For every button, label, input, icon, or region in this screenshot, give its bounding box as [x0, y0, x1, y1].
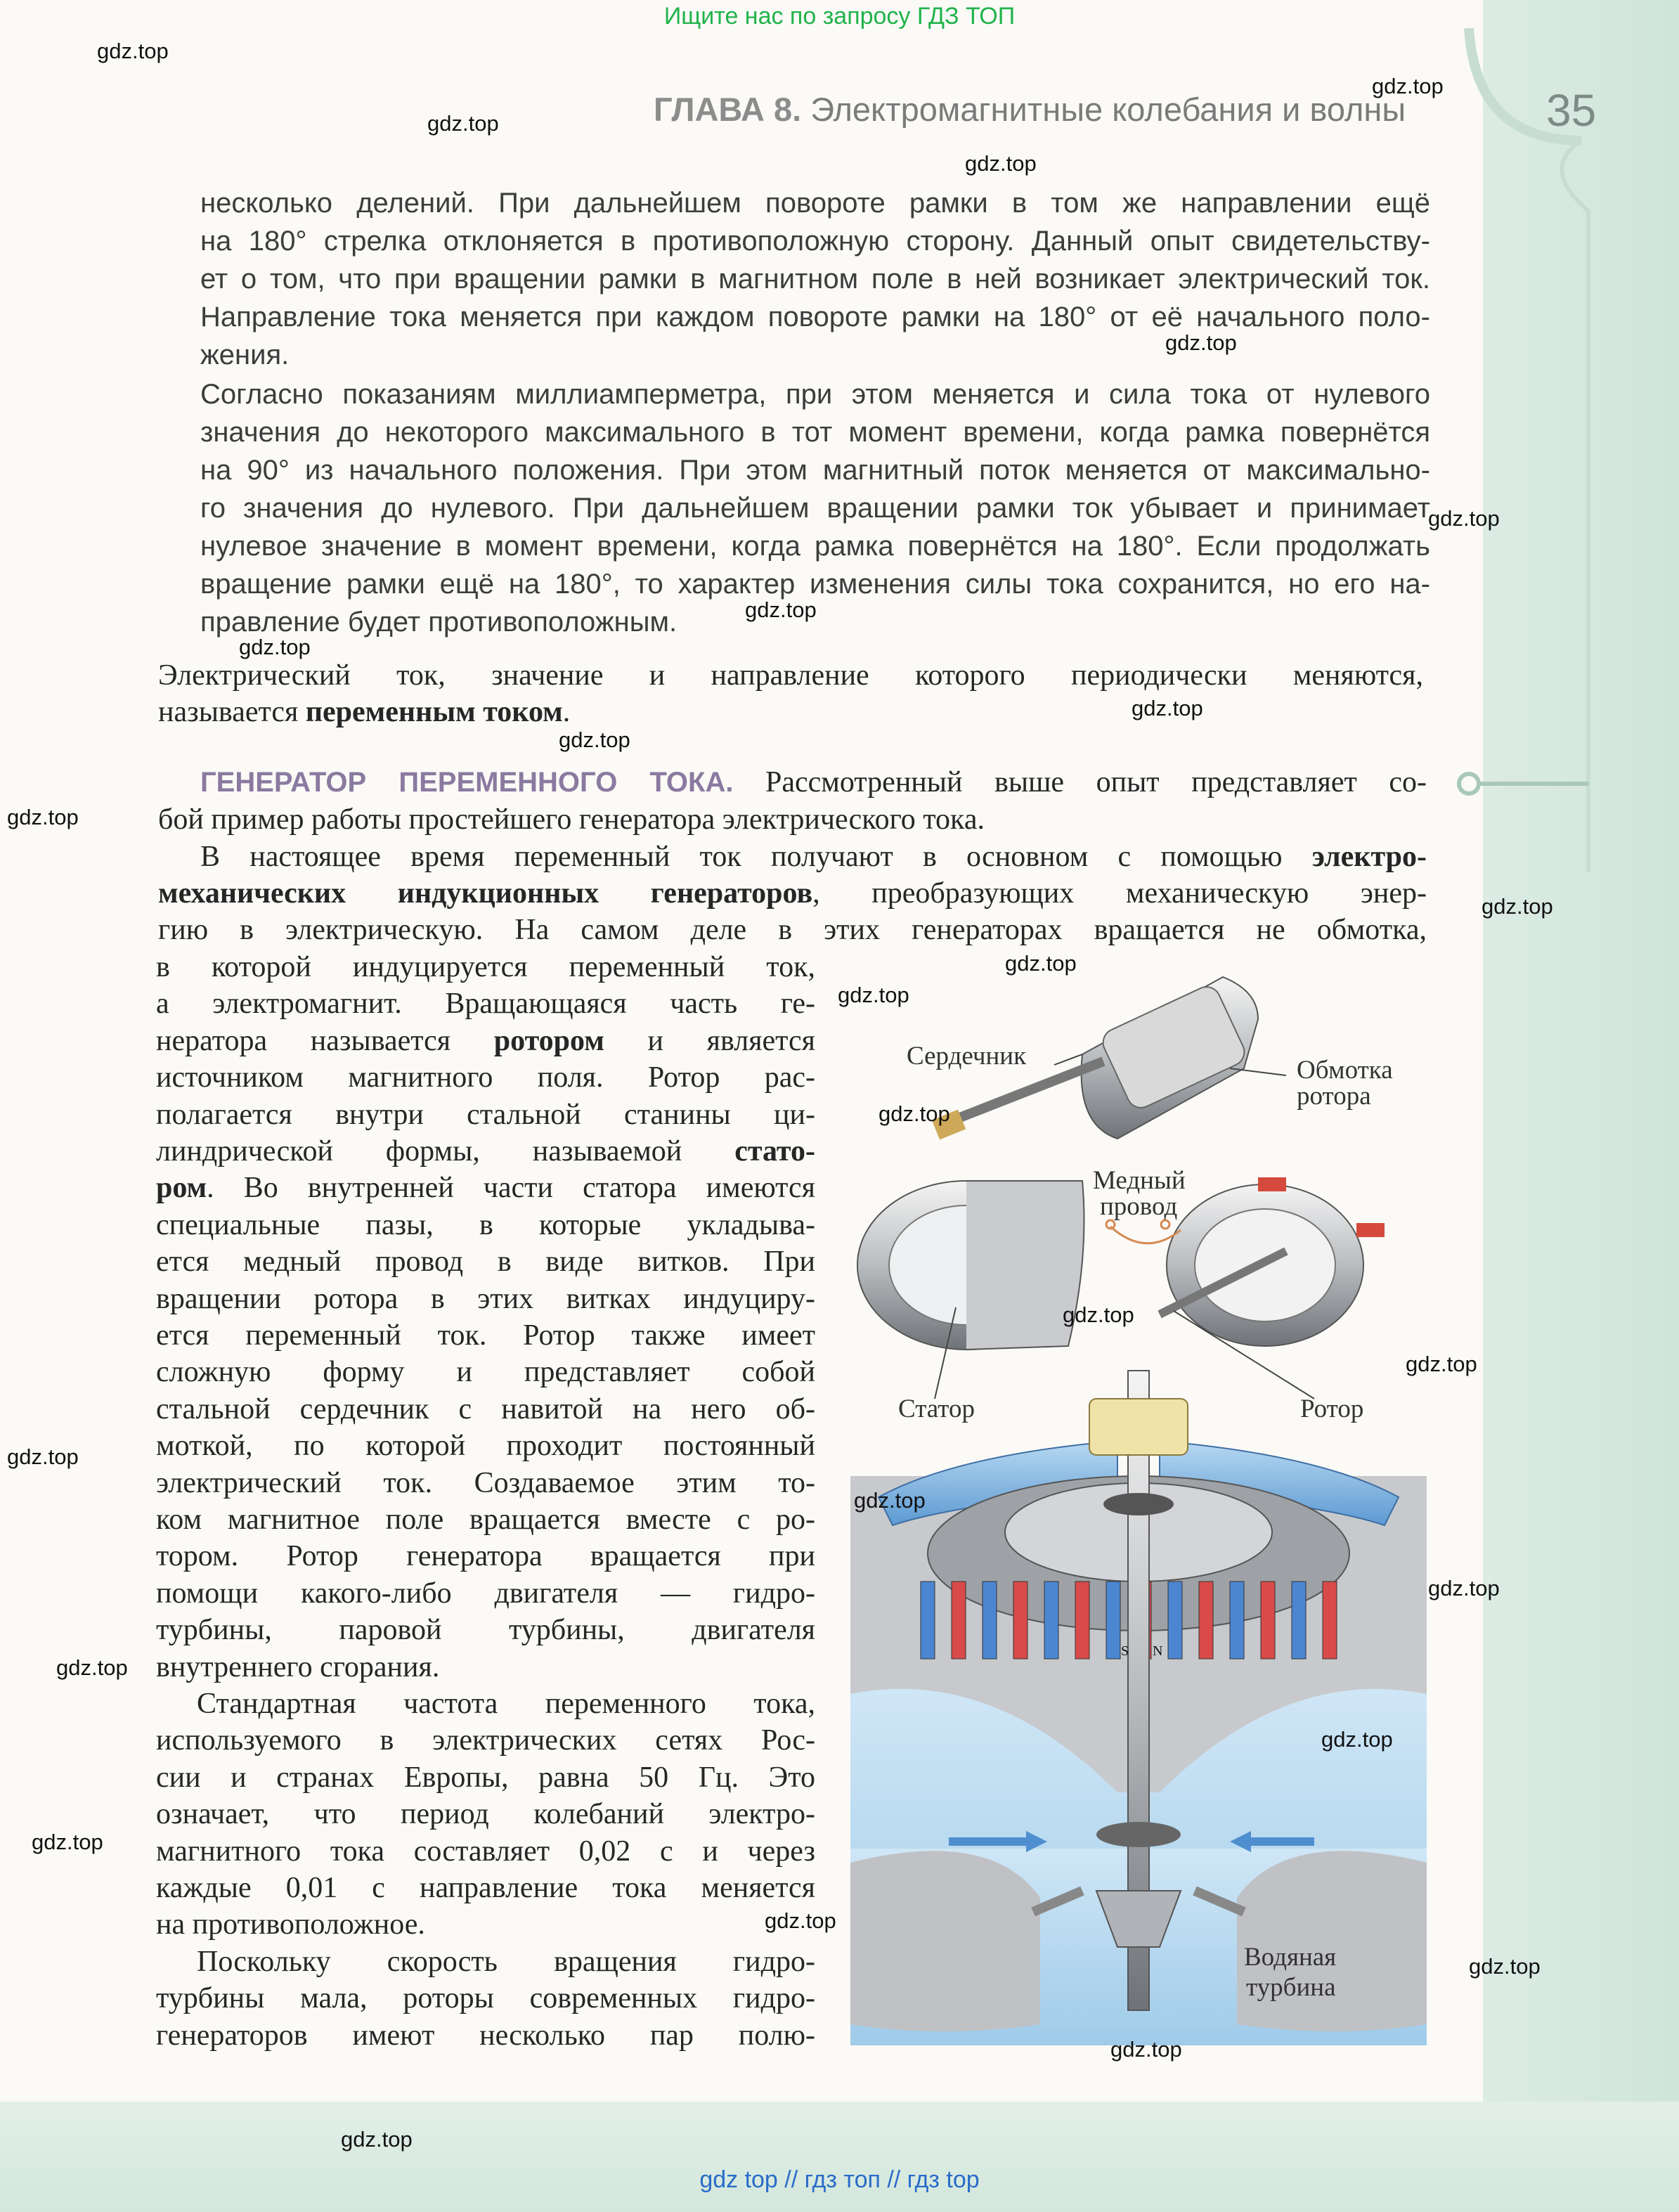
- narrow-line: электрический ток. Создаваемое этим то-: [156, 1466, 815, 1499]
- magnet-pole: [1044, 1582, 1058, 1659]
- sans-line: нулевое значение в момент времени, когда рамка повернётся на 180°. Если продолжать: [200, 531, 1430, 562]
- sans-line: вращение рамки ещё на 180°, то характер изменения силы тока сохранится, но его на-: [200, 569, 1430, 600]
- watermark: gdz.top: [1110, 2037, 1182, 2062]
- magnet-pole: [1106, 1582, 1120, 1659]
- watermark: gdz.top: [965, 151, 1037, 176]
- bottom-margin-band: [0, 2102, 1679, 2212]
- watermark: gdz.top: [1005, 951, 1077, 976]
- narrow-post: и является: [604, 1024, 815, 1057]
- definition-line-2: [158, 694, 1423, 730]
- label-core: Сердечник: [907, 1042, 1027, 1071]
- section-p2-line-2: [158, 875, 1427, 912]
- watermark: gdz.top: [1482, 894, 1553, 919]
- narrow-term: ром: [156, 1172, 207, 1205]
- narrow-term: ротором: [493, 1024, 604, 1057]
- definition-term: переменным током: [305, 696, 563, 728]
- chapter-header: [654, 90, 1406, 129]
- watermark: gdz.top: [7, 805, 79, 829]
- narrow-line: внутреннего сгорания.: [156, 1650, 440, 1683]
- watermark: gdz.top: [1469, 1954, 1541, 1979]
- narrow-pre: линдрической формы, называемой: [156, 1135, 735, 1168]
- narrow-line: тором. Ротор генератора вращается при: [156, 1540, 815, 1573]
- narrow-line: а электромагнит. Вращающаяся часть ге-: [156, 988, 815, 1021]
- watermark: gdz.top: [1428, 506, 1500, 531]
- narrow-line: в которой индуцируется переменный ток,: [156, 951, 815, 983]
- narrow-line: [156, 1170, 815, 1206]
- sans-line: значения до некоторого максимального в тот момент времени, когда рамка повернётся: [200, 417, 1430, 448]
- corner-decoration: [1448, 28, 1659, 872]
- narrow-line: каждые 0,01 с направление тока меняется: [156, 1872, 815, 1904]
- narrow-line: ется медный провод в виде витков. При: [156, 1246, 815, 1279]
- label-winding-2: ротора: [1297, 1082, 1371, 1111]
- watermark: gdz.top: [1321, 1727, 1393, 1752]
- magnet-pole: [1230, 1582, 1244, 1659]
- narrow-line: Поскольку скорость вращения гидро-: [197, 1945, 815, 1978]
- sans-line: на 180° стрелка отклоняется в противоположную сторону. Данный опыт свидетельству-: [200, 226, 1430, 257]
- narrow-line: стальной сердечник с навитой на него об-: [156, 1392, 815, 1425]
- watermark: gdz.top: [745, 597, 817, 622]
- section-p2-line-3: гию в электрическую. На самом деле в этих генераторах вращается не обмотка,: [158, 914, 1427, 946]
- narrow-line: турбины мала, роторы современных гидро-: [156, 1982, 815, 2015]
- definition-post: .: [562, 696, 571, 728]
- definition-line-1: Электрический ток, значение и направление которого периодически меняются,: [158, 659, 1423, 692]
- narrow-line: источником магнитного поля. Ротор рас-: [156, 1061, 815, 1094]
- narrow-line: ком магнитное поле вращается вместе с ро-: [156, 1503, 815, 1536]
- watermark: gdz.top: [1063, 1302, 1134, 1327]
- narrow-line: вращении ротора в этих витках индуциру-: [156, 1282, 815, 1315]
- narrow-post: . Во внутренней части статора имеются: [207, 1172, 815, 1205]
- sans-line: ет о том, что при вращении рамки в магнитном поле в ней возникает электрический ток.: [200, 264, 1430, 295]
- label-winding-1: Обмотка: [1297, 1056, 1393, 1085]
- watermark: gdz.top: [559, 727, 630, 752]
- watermark: gdz.top: [765, 1908, 836, 1933]
- section-p2-bold: электро-: [1311, 841, 1427, 873]
- sans-line: на 90° из начального положения. При этом магнитный поток меняется от максимально-: [200, 455, 1430, 486]
- narrow-line: полагается внутри стальной станины ци-: [156, 1098, 815, 1131]
- narrow-line: на противоположное.: [156, 1908, 425, 1941]
- watermark: gdz.top: [838, 983, 909, 1007]
- section-heading: ГЕНЕРАТОР ПЕРЕМЕННОГО ТОКА.: [200, 767, 734, 798]
- label-copper-1: Медный: [1093, 1166, 1186, 1195]
- narrow-line: [156, 1133, 815, 1170]
- magnet-pole: [952, 1582, 966, 1659]
- watermark: gdz.top: [1428, 1576, 1500, 1600]
- pole-n-label: N: [1153, 1643, 1163, 1659]
- sans-line: го значения до нулевого. При дальнейшем вращении рамки ток убывает и принимает: [200, 493, 1430, 524]
- narrow-line: означает, что период колебаний электро-: [156, 1798, 815, 1831]
- watermark: gdz.top: [56, 1655, 128, 1680]
- watermark: gdz.top: [341, 2127, 413, 2152]
- watermark: gdz.top: [854, 1488, 926, 1513]
- narrow-line: используемого в электрических сетях Рос-: [156, 1724, 815, 1757]
- page-number: 35: [1546, 85, 1597, 136]
- narrow-line: [156, 1023, 815, 1059]
- narrow-line: генераторов имеют несколько пар полю-: [156, 2019, 815, 2052]
- bottom-banner[interactable]: gdz top // гдз топ // гдз top: [699, 2166, 980, 2193]
- label-rotor: Ротор: [1300, 1395, 1364, 1423]
- sans-line: Направление тока меняется при каждом повороте рамки на 180° от её начального поло-: [200, 302, 1430, 332]
- narrow-line: магнитного тока составляет 0,02 с и через: [156, 1835, 815, 1868]
- narrow-line: помощи какого-либо двигателя — гидро-: [156, 1577, 815, 1610]
- label-stator: Статор: [898, 1395, 975, 1423]
- section-line-2: бой пример работы простейшего генератора электрического тока.: [158, 803, 985, 836]
- watermark: gdz.top: [32, 1830, 103, 1854]
- narrow-line: специальные пазы, в которые укладыва-: [156, 1208, 815, 1241]
- watermark: gdz.top: [7, 1444, 79, 1469]
- watermark: gdz.top: [427, 111, 499, 136]
- magnet-pole: [1199, 1582, 1213, 1659]
- definition-pre: называется: [158, 696, 306, 728]
- chapter-number: ГЛАВА 8.: [654, 91, 802, 128]
- magnet-pole: [1292, 1582, 1306, 1659]
- section-p2-post: , преобразующих механическую энер-: [812, 877, 1427, 910]
- narrow-line: Стандартная частота переменного тока,: [197, 1688, 815, 1720]
- section-line-1: [200, 764, 1427, 801]
- label-turbine-1: Водяная: [1244, 1943, 1337, 1972]
- watermark: gdz.top: [97, 39, 169, 63]
- label-turbine-2: турбина: [1246, 1973, 1336, 2002]
- section-p2-line-1: [200, 839, 1427, 875]
- watermark: gdz.top: [879, 1101, 950, 1126]
- narrow-pre: нератора называется: [156, 1024, 494, 1057]
- watermark: gdz.top: [1406, 1352, 1477, 1376]
- magnet-pole: [983, 1582, 997, 1659]
- magnet-pole: [1075, 1582, 1089, 1659]
- section-line-1-rest: Рассмотренный выше опыт представляет со-: [733, 766, 1427, 798]
- watermark: gdz.top: [1132, 696, 1203, 720]
- narrow-line: сложную форму и представляет собой: [156, 1356, 815, 1389]
- narrow-term: стато-: [734, 1135, 815, 1168]
- narrow-line: сии и странах Европы, равна 50 Гц. Это: [156, 1761, 815, 1794]
- label-copper-2: провод: [1100, 1192, 1178, 1221]
- section-p2-pre: В настоящее время переменный ток получают в основном с помощью: [200, 841, 1312, 873]
- magnet-pole: [1261, 1582, 1275, 1659]
- sans-line: несколько делений. При дальнейшем повороте рамки в том же направлении ещё: [200, 188, 1430, 219]
- narrow-line: турбины, паровой турбины, двигателя: [156, 1614, 815, 1647]
- sans-line: Согласно показаниям миллиамперметра, при этом меняется и сила тока от нулевого: [200, 379, 1430, 410]
- section-p2-term: механических индукционных генераторов: [158, 877, 813, 910]
- magnet-pole: [1323, 1582, 1337, 1659]
- watermark: gdz.top: [239, 635, 311, 659]
- stator-ring-drawing: [857, 1181, 1084, 1350]
- top-search-banner[interactable]: Ищите нас по запросу ГДЗ ТОП: [663, 3, 1016, 30]
- chapter-title: Электромагнитные колебания и волны: [810, 91, 1406, 128]
- pole-s-label: S: [1121, 1643, 1129, 1659]
- sans-line: жения.: [200, 339, 290, 370]
- sans-line: правление будет противоположным.: [200, 607, 678, 638]
- watermark: gdz.top: [1372, 74, 1444, 98]
- magnet-pole: [1013, 1582, 1028, 1659]
- watermark: gdz.top: [1165, 330, 1237, 355]
- core-leader: [1054, 1054, 1082, 1065]
- magnet-pole: [1168, 1582, 1182, 1659]
- narrow-line: ется переменный ток. Ротор также имеет: [156, 1319, 815, 1352]
- magnet-pole: [921, 1582, 935, 1659]
- narrow-line: моткой, по которой проходит постоянный: [156, 1430, 815, 1463]
